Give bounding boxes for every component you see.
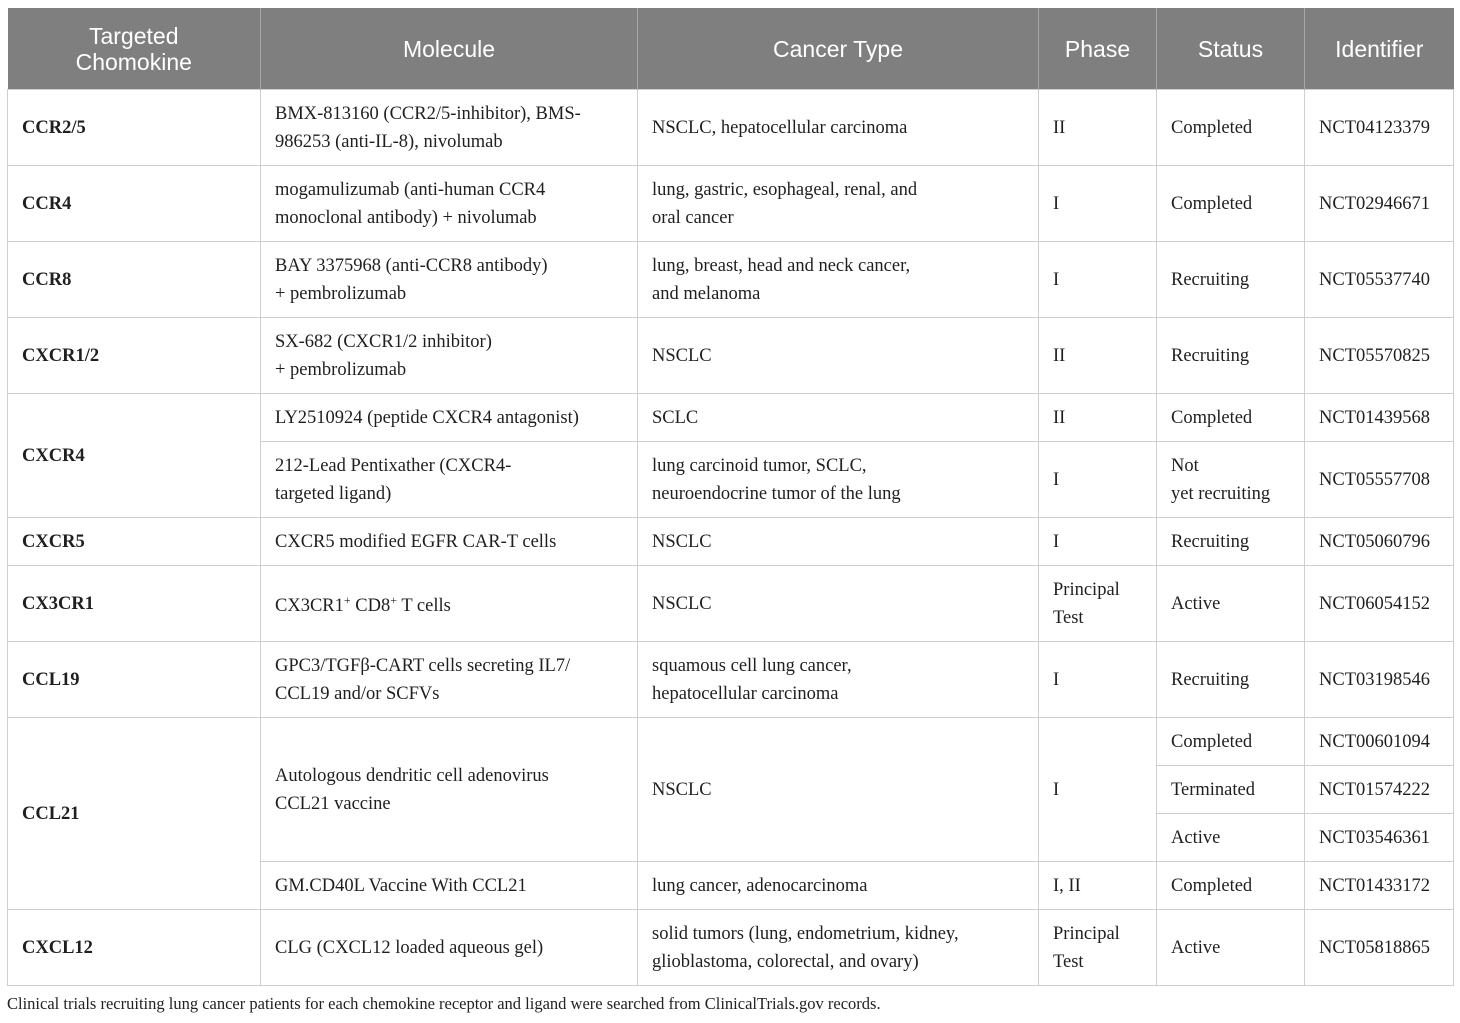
molecule-cell: BAY 3375968 (anti-CCR8 antibody) + pembrolizumab: [261, 242, 638, 318]
identifier-cell: NCT05818865: [1305, 910, 1454, 986]
chemokine-cell: CXCR4: [8, 394, 261, 518]
phase-cell: II: [1039, 394, 1157, 442]
table-row: [8, 642, 1454, 718]
chemokine-cell: CXCL12: [8, 910, 261, 986]
header-phase: Phase: [1039, 8, 1157, 90]
identifier-cell: NCT05060796: [1305, 518, 1454, 566]
clinical-trials-table: [7, 8, 1454, 986]
status-cell: Active: [1157, 910, 1305, 986]
identifier-cell: NCT01433172: [1305, 862, 1454, 910]
molecule-cell: mogamulizumab (anti-human CCR4 monoclonal antibody) + nivolumab: [261, 166, 638, 242]
cancer-type-cell: squamous cell lung cancer, hepatocellular carcinoma: [638, 642, 1039, 718]
identifier-cell: NCT03546361: [1305, 814, 1454, 862]
table-row: [8, 90, 1454, 166]
cancer-type-cell: NSCLC: [638, 718, 1039, 862]
cancer-type-cell: NSCLC: [638, 566, 1039, 642]
molecule-cell: CX3CR1+ CD8+ T cells: [261, 566, 638, 642]
phase-cell: I: [1039, 442, 1157, 518]
phase-cell: I: [1039, 166, 1157, 242]
phase-cell: I: [1039, 518, 1157, 566]
molecule-cell: LY2510924 (peptide CXCR4 antagonist): [261, 394, 638, 442]
chemokine-cell: CCR8: [8, 242, 261, 318]
cancer-type-cell: SCLC: [638, 394, 1039, 442]
molecule-cell: 212-Lead Pentixather (CXCR4- targeted ligand): [261, 442, 638, 518]
status-cell: Completed: [1157, 394, 1305, 442]
cancer-type-cell: lung carcinoid tumor, SCLC, neuroendocrine tumor of the lung: [638, 442, 1039, 518]
phase-cell: I: [1039, 718, 1157, 862]
header-molecule: Molecule: [261, 8, 638, 90]
chemokine-cell: CX3CR1: [8, 566, 261, 642]
cancer-type-cell: lung, breast, head and neck cancer, and melanoma: [638, 242, 1039, 318]
molecule-cell: CXCR5 modified EGFR CAR-T cells: [261, 518, 638, 566]
identifier-cell: NCT01439568: [1305, 394, 1454, 442]
phase-cell: Principal Test: [1039, 566, 1157, 642]
status-cell: Completed: [1157, 718, 1305, 766]
chemokine-cell: CXCR1/2: [8, 318, 261, 394]
status-cell: Recruiting: [1157, 318, 1305, 394]
phase-cell: Principal Test: [1039, 910, 1157, 986]
status-cell: Completed: [1157, 166, 1305, 242]
identifier-cell: NCT05537740: [1305, 242, 1454, 318]
identifier-cell: NCT06054152: [1305, 566, 1454, 642]
molecule-cell: SX-682 (CXCR1/2 inhibitor) + pembrolizumab: [261, 318, 638, 394]
cancer-type-cell: solid tumors (lung, endometrium, kidney, glioblastoma, colorectal, and ovary): [638, 910, 1039, 986]
table-row: [8, 910, 1454, 986]
molecule-cell: CLG (CXCL12 loaded aqueous gel): [261, 910, 638, 986]
status-cell: Active: [1157, 566, 1305, 642]
table-row: [8, 518, 1454, 566]
chemokine-cell: CCL21: [8, 718, 261, 910]
identifier-cell: NCT05570825: [1305, 318, 1454, 394]
table-row: [8, 242, 1454, 318]
phase-cell: I, II: [1039, 862, 1157, 910]
identifier-cell: NCT02946671: [1305, 166, 1454, 242]
cancer-type-cell: NSCLC: [638, 518, 1039, 566]
cancer-type-cell: lung cancer, adenocarcinoma: [638, 862, 1039, 910]
status-cell: Recruiting: [1157, 642, 1305, 718]
chemokine-cell: CXCR5: [8, 518, 261, 566]
header-targeted-chemokine: Targeted Chomokine: [8, 8, 261, 90]
cancer-type-cell: lung, gastric, esophageal, renal, and oral cancer: [638, 166, 1039, 242]
phase-cell: II: [1039, 318, 1157, 394]
cancer-type-cell: NSCLC, hepatocellular carcinoma: [638, 90, 1039, 166]
table-row: [8, 566, 1454, 642]
header-identifier: Identifier: [1305, 8, 1454, 90]
molecule-cell: BMX-813160 (CCR2/5-inhibitor), BMS- 986253 (anti-IL-8), nivolumab: [261, 90, 638, 166]
chemokine-cell: CCL19: [8, 642, 261, 718]
table-row: [8, 166, 1454, 242]
phase-cell: I: [1039, 242, 1157, 318]
cancer-type-cell: NSCLC: [638, 318, 1039, 394]
status-cell: Completed: [1157, 862, 1305, 910]
molecule-cell: Autologous dendritic cell adenovirus CCL21 vaccine: [261, 718, 638, 862]
molecule-cell: GM.CD40L Vaccine With CCL21: [261, 862, 638, 910]
status-cell: Recruiting: [1157, 242, 1305, 318]
status-cell: Completed: [1157, 90, 1305, 166]
status-cell: Active: [1157, 814, 1305, 862]
identifier-cell: NCT04123379: [1305, 90, 1454, 166]
status-cell: Terminated: [1157, 766, 1305, 814]
identifier-cell: NCT00601094: [1305, 718, 1454, 766]
table-caption: Clinical trials recruiting lung cancer patients for each chemokine receptor and ligand were searched from ClinicalTrials.gov records.: [7, 994, 881, 1013]
status-cell: Recruiting: [1157, 518, 1305, 566]
chemokine-cell: CCR4: [8, 166, 261, 242]
phase-cell: I: [1039, 642, 1157, 718]
identifier-cell: NCT01574222: [1305, 766, 1454, 814]
identifier-cell: NCT03198546: [1305, 642, 1454, 718]
phase-cell: II: [1039, 90, 1157, 166]
header-cancer-type: Cancer Type: [638, 8, 1039, 90]
status-cell: Not yet recruiting: [1157, 442, 1305, 518]
table-row: [8, 318, 1454, 394]
molecule-cell: GPC3/TGFβ-CART cells secreting IL7/ CCL19 and/or SCFVs: [261, 642, 638, 718]
table-header-row: [8, 8, 1454, 90]
chemokine-cell: CCR2/5: [8, 90, 261, 166]
identifier-cell: NCT05557708: [1305, 442, 1454, 518]
table-row: [8, 394, 1454, 442]
header-status: Status: [1157, 8, 1305, 90]
table-row: [8, 718, 1454, 766]
